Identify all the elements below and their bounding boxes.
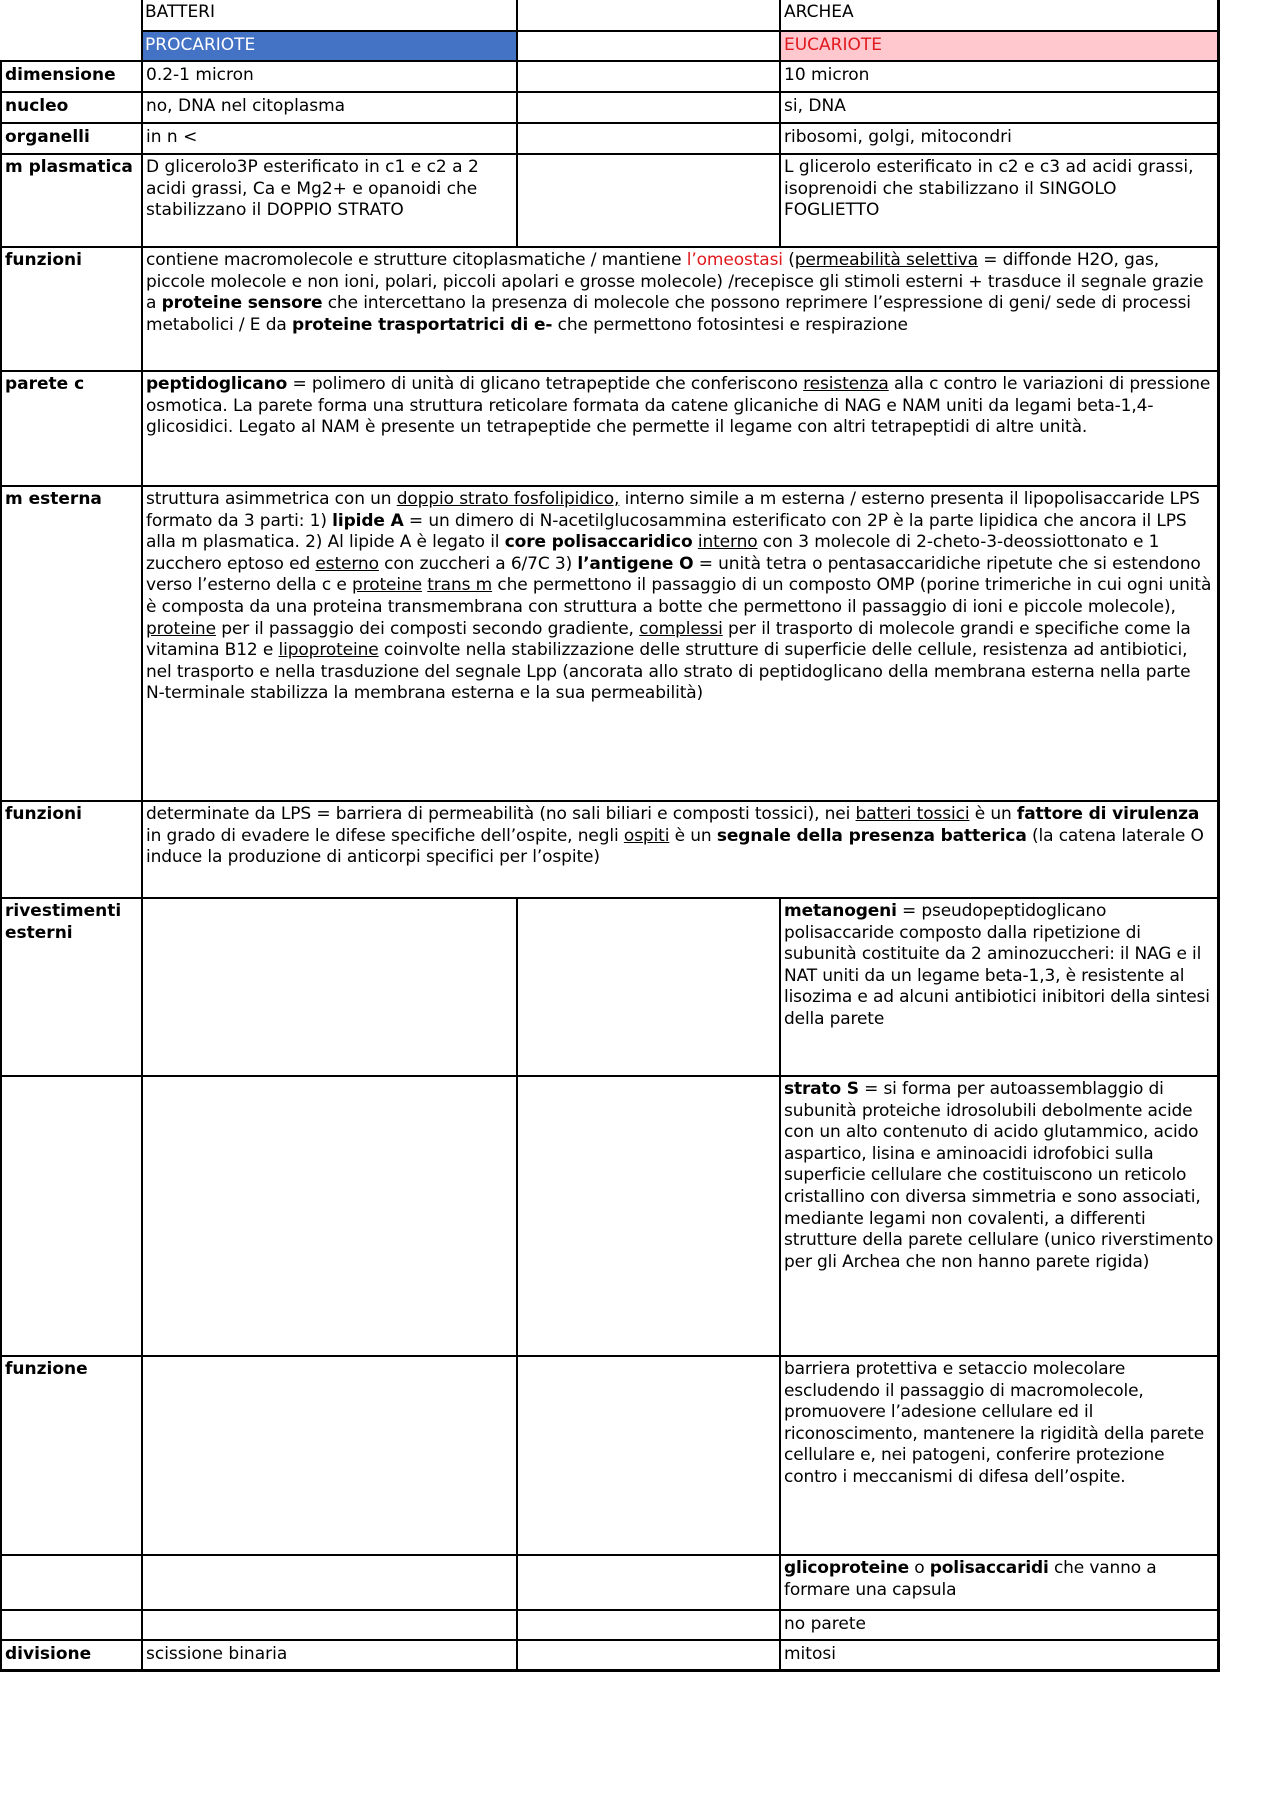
- text-run-underline: resistenza: [803, 374, 889, 394]
- label-m-plasmatica: m plasmatica: [5, 157, 133, 177]
- label-funzioni: funzioni: [5, 804, 82, 824]
- text-run-underline: permeabilità selettiva: [794, 250, 978, 270]
- text-run: in grado di evadere le difese specifiche dell’ospite, negli: [146, 825, 624, 846]
- text-run: contiene macromolecole e strutture citoplasmatiche / mantiene: [146, 250, 687, 270]
- capsula-archea: [781, 1556, 1217, 1609]
- label-parete-c: parete c: [5, 374, 85, 394]
- text-run-bold: metanogeni: [784, 901, 897, 921]
- m-plasmatica-batteri: D glicerolo3P esterificato in c1 e c2 a 2 acidi grassi, Ca e Mg2+ e opanoidi che stabilizzano il DOPPIO STRATO: [146, 157, 479, 221]
- text-run-underline: lipoproteine: [278, 640, 379, 661]
- text-run-underline: ospiti: [623, 825, 670, 846]
- text-run: per il passaggio dei composti secondo gradiente,: [215, 618, 640, 639]
- text-run: = pseudopeptidoglicano polisaccaride composto dalla ripetizione di subunità costituite da 2 aminozuccheri: il NAG e il NAT uniti da un legame beta-1,3, è resistente al lisozima e ad alcuni antibiotici inibitori della sintesi della parete: [784, 901, 1210, 1029]
- text-run: = un dimero di N-acetilglucosammina esterificato con 2P è la parte lipidica che ancora il LPS alla m plasmatica. 2) Al lipide A è legato il: [146, 510, 1187, 553]
- text-run-underline: trans m: [427, 575, 493, 596]
- nucleo-batteri: no, DNA nel citoplasma: [146, 96, 346, 116]
- label-dimensione: dimensione: [5, 65, 116, 85]
- text-run-underline: batteri tossici: [855, 804, 970, 824]
- text-run: che permettono il passaggio di un composto OMP (porine trimeriche in cui ogni unità è composta da una proteina transmembrana con struttura a botte che permettono il passaggio di ioni e piccole molecole),: [146, 575, 1212, 617]
- divisione-batteri: scissione binaria: [146, 1644, 288, 1664]
- text-run-underline: esterno: [315, 553, 379, 574]
- funzione-archea: barriera protettiva e setaccio molecolare escludendo il passaggio di macromolecole, promuovere l’adesione cellulare ed il riconoscimento, mantenere la rigidità della parete cellulare e, nei patogeni, conferire protezione contro i meccanismi di difesa dell’ospite.: [784, 1359, 1205, 1487]
- text-run-underline: complessi: [639, 618, 723, 639]
- header-batteri: BATTERI: [145, 2, 216, 22]
- label-rivestimenti-esterni: rivestimenti esterni: [5, 901, 122, 943]
- label-funzioni: funzioni: [5, 250, 82, 270]
- header-eucariote: EUCARIOTE: [784, 35, 883, 55]
- grid-line-h: [0, 1669, 1219, 1672]
- text-run-underline: interno: [697, 532, 758, 553]
- text-run: (la catena laterale O induce la produzione di anticorpi specifici per l’ospite): [146, 825, 1204, 868]
- text-run-bold: lipide A: [332, 510, 404, 531]
- text-run-bold: polisaccaridi: [929, 1558, 1049, 1578]
- label-nucleo: nucleo: [5, 96, 69, 116]
- text-run: = diffonde H2O, gas, piccole molecole e non ioni, polari, piccoli apolari e grosse molecole) /recepisce gli stimoli esterni + trasduce il segnale grazie a: [146, 250, 1204, 314]
- text-run-bold: strato S: [784, 1079, 859, 1099]
- text-run-bold: proteine sensore: [161, 293, 323, 314]
- text-run: struttura asimmetrica con un: [146, 489, 397, 509]
- text-run: alla c contro le variazioni di pressione osmotica. La parete forma una struttura reticolare formata da catene glicaniche di NAG e NAM uniti da legami beta-1,4-glicosidici. Legato al NAM è presente un tetrapeptide che permette il legame con altri tetrapeptidi di altre unità.: [146, 374, 1211, 438]
- nucleo-archea: si, DNA: [784, 96, 846, 116]
- text-run-bold: peptidoglicano: [146, 374, 288, 394]
- funzioni-text: [143, 248, 1217, 370]
- grid-line-v: [516, 897, 518, 1672]
- funzioni-lps-text: [143, 802, 1217, 897]
- rivestimenti-archea: [781, 899, 1217, 1075]
- text-run: = unità tetra o pentasaccaridiche ripetute che si estendono verso l’esterno della c e: [146, 553, 1201, 596]
- text-run: = polimero di unità di glicano tetrapeptide che conferiscono: [287, 374, 804, 394]
- text-run: (: [782, 250, 795, 270]
- dimensione-archea: 10 micron: [784, 65, 870, 85]
- text-run: che vanno a formare una capsula: [784, 1558, 1157, 1600]
- text-run-red: l’omeostasi: [686, 250, 783, 270]
- text-run: determinate da LPS = barriera di permeabilità (no sali biliari e composti tossici), nei: [146, 804, 856, 824]
- text-run-bold: segnale della presenza batterica: [716, 825, 1027, 846]
- text-run-bold: glicoproteine: [784, 1558, 909, 1578]
- text-run-bold: fattore di virulenza: [1016, 804, 1200, 824]
- grid-line-v: [516, 0, 518, 248]
- text-run: interno simile a m esterna / esterno presenta il lipopolisaccaride LPS formato da 3 parti: 1): [146, 489, 1200, 531]
- header-procariote: PROCARIOTE: [145, 35, 256, 55]
- text-run: per il trasporto di molecole grandi e specifiche come la vitamina B12 e: [146, 618, 1191, 661]
- dimensione-batteri: 0.2-1 micron: [146, 65, 254, 85]
- text-run: = si forma per autoassemblaggio di subunità proteiche idrosolubili debolmente acide con un alto contenuto di acido glutammico, acido aspartico, lisina e aminoacidi idrofobici sulla superficie cellulare che costituiscono un reticolo cristallino con diversa simmetria e sono associati, mediante legami non covalenti, a differenti strutture della parete cellulare (unico riverstimento per gli Archea che non hanno parete rigida): [784, 1079, 1214, 1272]
- m-plasmatica-archea: L glicerolo esterificato in c2 e c3 ad acidi grassi, isoprenoidi che stabilizzano il SINGOLO FOGLIETTO: [784, 157, 1194, 221]
- grid-line-v: [1217, 0, 1220, 1672]
- text-run: è un: [969, 804, 1017, 824]
- text-run: coinvolte nella stabilizzazione delle strutture di superficie delle cellule, resistenza ad antibiotici, nel trasporto e nella trasduzione del segnale Lpp (ancorata allo strato di peptidoglicano della membrana esterna nella parte N-terminale stabilizza la membrana esterna e la sua permeabilità): [146, 640, 1191, 704]
- text-run-underline: proteine: [146, 618, 216, 639]
- label-m-esterna: m esterna: [5, 489, 102, 509]
- m-esterna-text: [143, 487, 1217, 800]
- organelli-archea: ribosomi, golgi, mitocondri: [784, 127, 1012, 147]
- label-organelli: organelli: [5, 127, 90, 147]
- text-run-bold: proteine trasportatrici di e-: [291, 314, 553, 335]
- header-archea: ARCHEA: [784, 2, 854, 22]
- text-run-bold: l’antigene O: [577, 553, 694, 574]
- no-parete-archea: no parete: [784, 1614, 866, 1634]
- text-run: che intercettano la presenza di molecole che possono reprimere l’espressione di geni/ sede di processi metabolici / E da: [146, 293, 1191, 335]
- text-run-underline: proteine: [352, 575, 422, 596]
- text-run: è un: [669, 825, 717, 846]
- strato-s-archea: [781, 1077, 1217, 1355]
- text-run-bold: core polisaccaridico: [504, 532, 693, 553]
- organelli-batteri: in n <: [146, 127, 198, 147]
- parete-c-text: [143, 372, 1217, 485]
- text-run: o: [908, 1558, 930, 1578]
- label-divisione: divisione: [5, 1644, 92, 1664]
- label-funzione: funzione: [5, 1359, 88, 1379]
- text-run: con zuccheri a 6/7C 3): [378, 553, 578, 574]
- text-run-underline: doppio strato fosfolipidico,: [396, 489, 620, 509]
- text-run: con 3 molecole di 2-cheto-3-deossiottonato e 1 zucchero eptoso ed: [146, 532, 1160, 574]
- divisione-archea: mitosi: [784, 1644, 836, 1664]
- text-run: che permettono fotosintesi e respirazione: [552, 314, 908, 335]
